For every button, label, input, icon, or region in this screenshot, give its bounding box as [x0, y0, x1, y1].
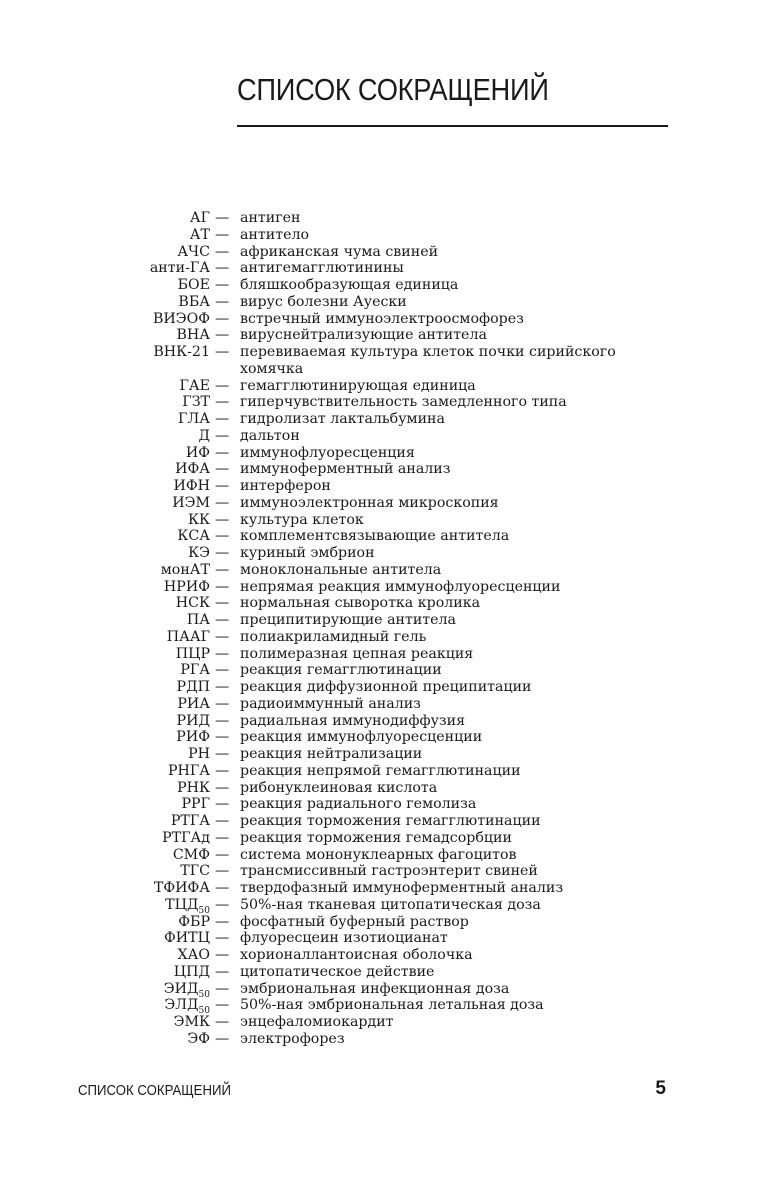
abbreviation-term: АТ — [189, 226, 210, 243]
em-dash-separator: — — [215, 930, 230, 947]
abbreviation-term: РРГ — [181, 796, 210, 813]
abbreviation-definition: радиоиммунный анализ — [240, 695, 421, 712]
em-dash-separator: — — [215, 494, 230, 511]
abbreviation-definition: цитопатическое действие — [240, 963, 435, 980]
abbreviation-term: РТГА — [170, 813, 210, 829]
em-dash-separator: — — [215, 243, 230, 260]
abbreviation-entry — [0, 528, 757, 545]
abbreviation-entry — [0, 579, 757, 596]
abbreviation-entry — [0, 847, 757, 864]
em-dash-separator: — — [215, 344, 230, 360]
abbreviation-term: РИФ — [176, 729, 210, 746]
em-dash-separator: — — [215, 645, 230, 662]
abbreviation-entry — [0, 964, 757, 981]
abbreviation-entry — [0, 646, 757, 663]
em-dash-separator: — — [215, 511, 230, 528]
abbreviation-term: РНК — [177, 779, 210, 796]
abbreviation-term: БОЕ — [177, 277, 210, 293]
title-rule — [237, 125, 668, 127]
em-dash-separator: — — [215, 411, 230, 427]
abbreviation-entry — [0, 746, 757, 763]
abbreviation-term: ИФ — [185, 444, 210, 461]
abbreviation-definition: иммуноферментный анализ — [240, 461, 451, 478]
em-dash-separator: — — [215, 377, 230, 394]
abbreviation-term: ФБР — [178, 913, 210, 930]
abbreviation-definition: комплементсвязывающие антитела — [240, 528, 510, 545]
abbreviation-definition: реакция гемагглютинации — [240, 662, 442, 679]
abbreviation-entry — [0, 763, 757, 780]
em-dash-separator: — — [215, 863, 230, 880]
abbreviation-definition: нормальная сыворотка кролика — [240, 595, 481, 612]
abbreviation-term: ЭФ — [187, 1030, 210, 1047]
em-dash-separator: — — [215, 762, 230, 779]
abbreviation-definition: непрямая реакция иммунофлуоресценции — [240, 578, 561, 595]
abbreviation-definition: иммуноэлектронная микроскопия — [240, 494, 499, 511]
abbreviation-term: РИД — [176, 712, 210, 729]
abbreviation-entry — [0, 378, 757, 395]
abbreviation-term: ТФИФА — [153, 880, 210, 896]
abbreviation-entry — [0, 344, 757, 378]
abbreviation-term: ВИЭОФ — [152, 310, 210, 327]
abbreviation-term: ИФА — [175, 461, 210, 478]
em-dash-separator: — — [215, 444, 230, 461]
abbreviation-definition: антигемагглютинины — [240, 260, 404, 277]
em-dash-separator: — — [215, 260, 230, 277]
abbreviation-definition: гиперчувствительность замедленного типа — [240, 394, 567, 411]
abbreviation-entry — [0, 428, 757, 445]
abbreviation-term: ВНК-21 — [153, 344, 210, 360]
abbreviation-definition: реакция нейтрализации — [240, 746, 423, 762]
abbreviation-term: Д — [198, 427, 210, 444]
abbreviation-entry — [0, 863, 757, 880]
abbreviation-term: $ЭИД_{50}$ — [163, 980, 210, 1000]
abbreviation-entry — [0, 997, 757, 1017]
abbreviation-term: ПЦР — [175, 645, 210, 662]
abbreviation-term: КЭ — [188, 545, 210, 561]
em-dash-separator: — — [215, 746, 230, 762]
abbreviation-entry — [0, 394, 757, 411]
abbreviation-entry — [0, 512, 757, 529]
abbreviation-entry — [0, 411, 757, 428]
abbreviation-term: РТГАд — [162, 829, 210, 846]
abbreviation-term: НРИФ — [163, 578, 210, 595]
em-dash-separator: — — [215, 796, 230, 813]
abbreviation-entry — [0, 445, 757, 462]
abbreviation-definition: перевиваемая культура клеток почки сирийского хомячка — [240, 344, 616, 377]
abbreviation-entry — [0, 947, 757, 964]
abbreviation-term: КСА — [177, 528, 210, 545]
abbreviation-entry — [0, 830, 757, 847]
em-dash-separator: — — [215, 1014, 230, 1030]
em-dash-separator: — — [215, 461, 230, 478]
abbreviation-definition: электрофорез — [240, 1030, 345, 1047]
abbreviation-definition: радиальная иммунодиффузия — [240, 712, 466, 729]
abbreviation-entry — [0, 294, 757, 311]
abbreviation-definition: вируснейтрализующие антитела — [240, 327, 487, 344]
abbreviation-definition: реакция диффузионной преципитации — [240, 679, 532, 695]
abbreviation-term: СМФ — [172, 846, 210, 863]
abbreviation-entry — [0, 713, 757, 730]
abbreviation-entry — [0, 1014, 757, 1031]
abbreviation-entry — [0, 629, 757, 646]
em-dash-separator: — — [215, 226, 230, 243]
em-dash-separator: — — [215, 612, 230, 628]
abbreviation-entry — [0, 277, 757, 294]
abbreviation-term: АГ — [189, 210, 210, 226]
abbreviation-subscript: 50 — [198, 989, 210, 1000]
abbreviation-subscript: 50 — [198, 905, 210, 916]
page-number: 5 — [655, 1078, 666, 1099]
abbreviation-entry — [0, 612, 757, 629]
abbreviation-definition: вирус болезни Ауески — [240, 293, 407, 310]
abbreviation-term: ИЭМ — [172, 494, 210, 511]
abbreviation-definition: преципитирующие антитела — [240, 612, 456, 628]
abbreviation-entry — [0, 461, 757, 478]
abbreviation-term: $ЭЛД_{50}$ — [164, 997, 210, 1017]
em-dash-separator: — — [215, 880, 230, 896]
abbreviation-entry — [0, 729, 757, 746]
em-dash-separator: — — [215, 997, 230, 1014]
em-dash-separator: — — [215, 980, 230, 997]
abbreviation-term: ЦПД — [173, 963, 210, 980]
abbreviation-entry — [0, 880, 757, 897]
abbreviation-entry — [0, 930, 757, 947]
abbreviation-definition: трансмиссивный гастроэнтерит свиней — [240, 863, 538, 880]
abbreviation-entry — [0, 545, 757, 562]
em-dash-separator: — — [215, 578, 230, 595]
abbreviation-entry — [0, 780, 757, 797]
em-dash-separator: — — [215, 210, 230, 226]
abbreviation-entry — [0, 595, 757, 612]
abbreviation-entry — [0, 662, 757, 679]
em-dash-separator: — — [215, 394, 230, 411]
abbreviation-definition: хорионаллантоисная оболочка — [240, 947, 473, 963]
abbreviation-term: РГА — [180, 662, 210, 679]
em-dash-separator: — — [215, 310, 230, 327]
abbreviation-entry — [0, 478, 757, 495]
abbreviation-definition: иммунофлуоресценция — [240, 444, 415, 461]
abbreviation-term: РНГА — [167, 762, 210, 779]
abbreviation-definition: антиген — [240, 210, 301, 226]
abbreviation-entry — [0, 796, 757, 813]
abbreviation-definition: эмбриональная инфекционная доза — [240, 980, 510, 997]
abbreviation-definition: фосфатный буферный раствор — [240, 913, 469, 930]
em-dash-separator: — — [215, 545, 230, 561]
abbreviation-subscript: 50 — [198, 1006, 210, 1017]
abbreviation-definition: флуоресцеин изотиоцианат — [240, 930, 448, 947]
abbreviation-term: КК — [188, 511, 210, 528]
abbreviation-definition: 50%-ная тканевая цитопатическая доза — [240, 896, 541, 913]
abbreviation-term: ЭМК — [173, 1014, 210, 1030]
abbreviation-definition: реакция иммунофлуоресценции — [240, 729, 483, 746]
em-dash-separator: — — [215, 779, 230, 796]
abbreviation-term: РДП — [176, 679, 210, 695]
em-dash-separator: — — [215, 528, 230, 545]
abbreviation-term: ГАЕ — [179, 377, 210, 394]
abbreviation-term: ГЛА — [178, 411, 210, 427]
abbreviation-entry — [0, 897, 757, 914]
em-dash-separator: — — [215, 679, 230, 695]
abbreviation-entry — [0, 813, 757, 830]
abbreviation-definition: гидролизат лактальбумина — [240, 411, 445, 427]
abbreviation-term: РИА — [177, 695, 210, 712]
abbreviation-entry — [0, 327, 757, 344]
abbreviation-definition: встречный иммуноэлектроосмофорез — [240, 310, 524, 327]
abbreviation-term: ПААГ — [166, 628, 210, 645]
abbreviation-term: НСК — [175, 595, 210, 612]
abbreviation-entry — [0, 914, 757, 931]
abbreviation-definition: моноклональные антитела — [240, 561, 442, 578]
abbreviation-definition: дальтон — [240, 427, 300, 444]
abbreviation-term: ТГС — [180, 863, 210, 880]
abbreviation-entry — [0, 227, 757, 244]
em-dash-separator: — — [215, 913, 230, 930]
abbreviation-entry — [0, 311, 757, 328]
abbreviation-entry — [0, 1031, 757, 1048]
abbreviation-definition: 50%-ная эмбриональная летальная доза — [240, 997, 544, 1014]
abbreviation-definition: реакция торможения гемадсорбции — [240, 829, 512, 846]
abbreviation-entry — [0, 210, 757, 227]
abbreviation-entry — [0, 981, 757, 998]
abbreviation-term: ИФН — [173, 478, 210, 494]
em-dash-separator: — — [215, 695, 230, 712]
abbreviation-term: монАТ — [160, 561, 210, 578]
em-dash-separator: — — [215, 829, 230, 846]
abbreviation-definition: бляшкообразующая единица — [240, 277, 459, 293]
abbreviation-definition: полимеразная цепная реакция — [240, 645, 474, 662]
abbreviation-term: АЧС — [177, 243, 210, 260]
abbreviation-term: РН — [188, 746, 210, 762]
abbreviation-term: $ТЦД_{50}$ — [165, 896, 210, 916]
abbreviation-definition: куриный эмбрион — [240, 545, 375, 561]
abbreviation-definition: реакция непрямой гемагглютинации — [240, 762, 521, 779]
em-dash-separator: — — [215, 277, 230, 293]
abbreviation-definition: интерферон — [240, 478, 331, 494]
abbreviation-entry — [0, 679, 757, 696]
abbreviation-definition: культура клеток — [240, 511, 364, 528]
abbreviation-definition: африканская чума свиней — [240, 243, 439, 260]
em-dash-separator: — — [215, 1030, 230, 1047]
abbreviation-definition: гемагглютинирующая единица — [240, 377, 476, 394]
em-dash-separator: — — [215, 947, 230, 963]
em-dash-separator: — — [215, 662, 230, 679]
em-dash-separator: — — [215, 561, 230, 578]
em-dash-separator: — — [215, 478, 230, 494]
em-dash-separator: — — [215, 729, 230, 746]
em-dash-separator: — — [215, 712, 230, 729]
em-dash-separator: — — [215, 427, 230, 444]
abbreviation-term: анти-ГА — [149, 260, 210, 277]
em-dash-separator: — — [215, 293, 230, 310]
abbreviation-term: ПА — [186, 612, 210, 628]
em-dash-separator: — — [215, 595, 230, 612]
abbreviation-entry — [0, 495, 757, 512]
running-footer-title: СПИСОК СОКРАЩЕНИЙ — [78, 1082, 231, 1099]
em-dash-separator: — — [215, 628, 230, 645]
abbreviation-term: ВБА — [178, 293, 210, 310]
abbreviation-definition: реакция радиального гемолиза — [240, 796, 477, 813]
abbreviation-definition: антитело — [240, 226, 310, 243]
page-title: СПИСОК СОКРАЩЕНИЙ — [237, 72, 549, 107]
abbreviation-term: ВНА — [176, 327, 210, 344]
abbreviation-entry — [0, 260, 757, 277]
abbreviation-definition: энцефаломиокардит — [240, 1014, 394, 1030]
abbreviation-entry — [0, 696, 757, 713]
abbreviation-definition: рибонуклеиновая кислота — [240, 779, 438, 796]
em-dash-separator: — — [215, 327, 230, 344]
abbreviation-definition: твердофазный иммуноферментный анализ — [240, 880, 564, 896]
abbreviation-definition: реакция торможения гемагглютинации — [240, 813, 541, 829]
abbreviation-list — [0, 210, 757, 1048]
abbreviation-definition: полиакриламидный гель — [240, 628, 427, 645]
em-dash-separator: — — [215, 813, 230, 829]
abbreviation-entry — [0, 562, 757, 579]
abbreviation-term: ФИТЦ — [164, 930, 210, 947]
abbreviation-entry — [0, 244, 757, 261]
em-dash-separator: — — [215, 896, 230, 913]
em-dash-separator: — — [215, 846, 230, 863]
em-dash-separator: — — [215, 963, 230, 980]
abbreviation-term: ГЗТ — [182, 394, 210, 411]
abbreviation-term: ХАО — [177, 947, 210, 963]
abbreviation-definition: система мононуклеарных фагоцитов — [240, 846, 517, 863]
